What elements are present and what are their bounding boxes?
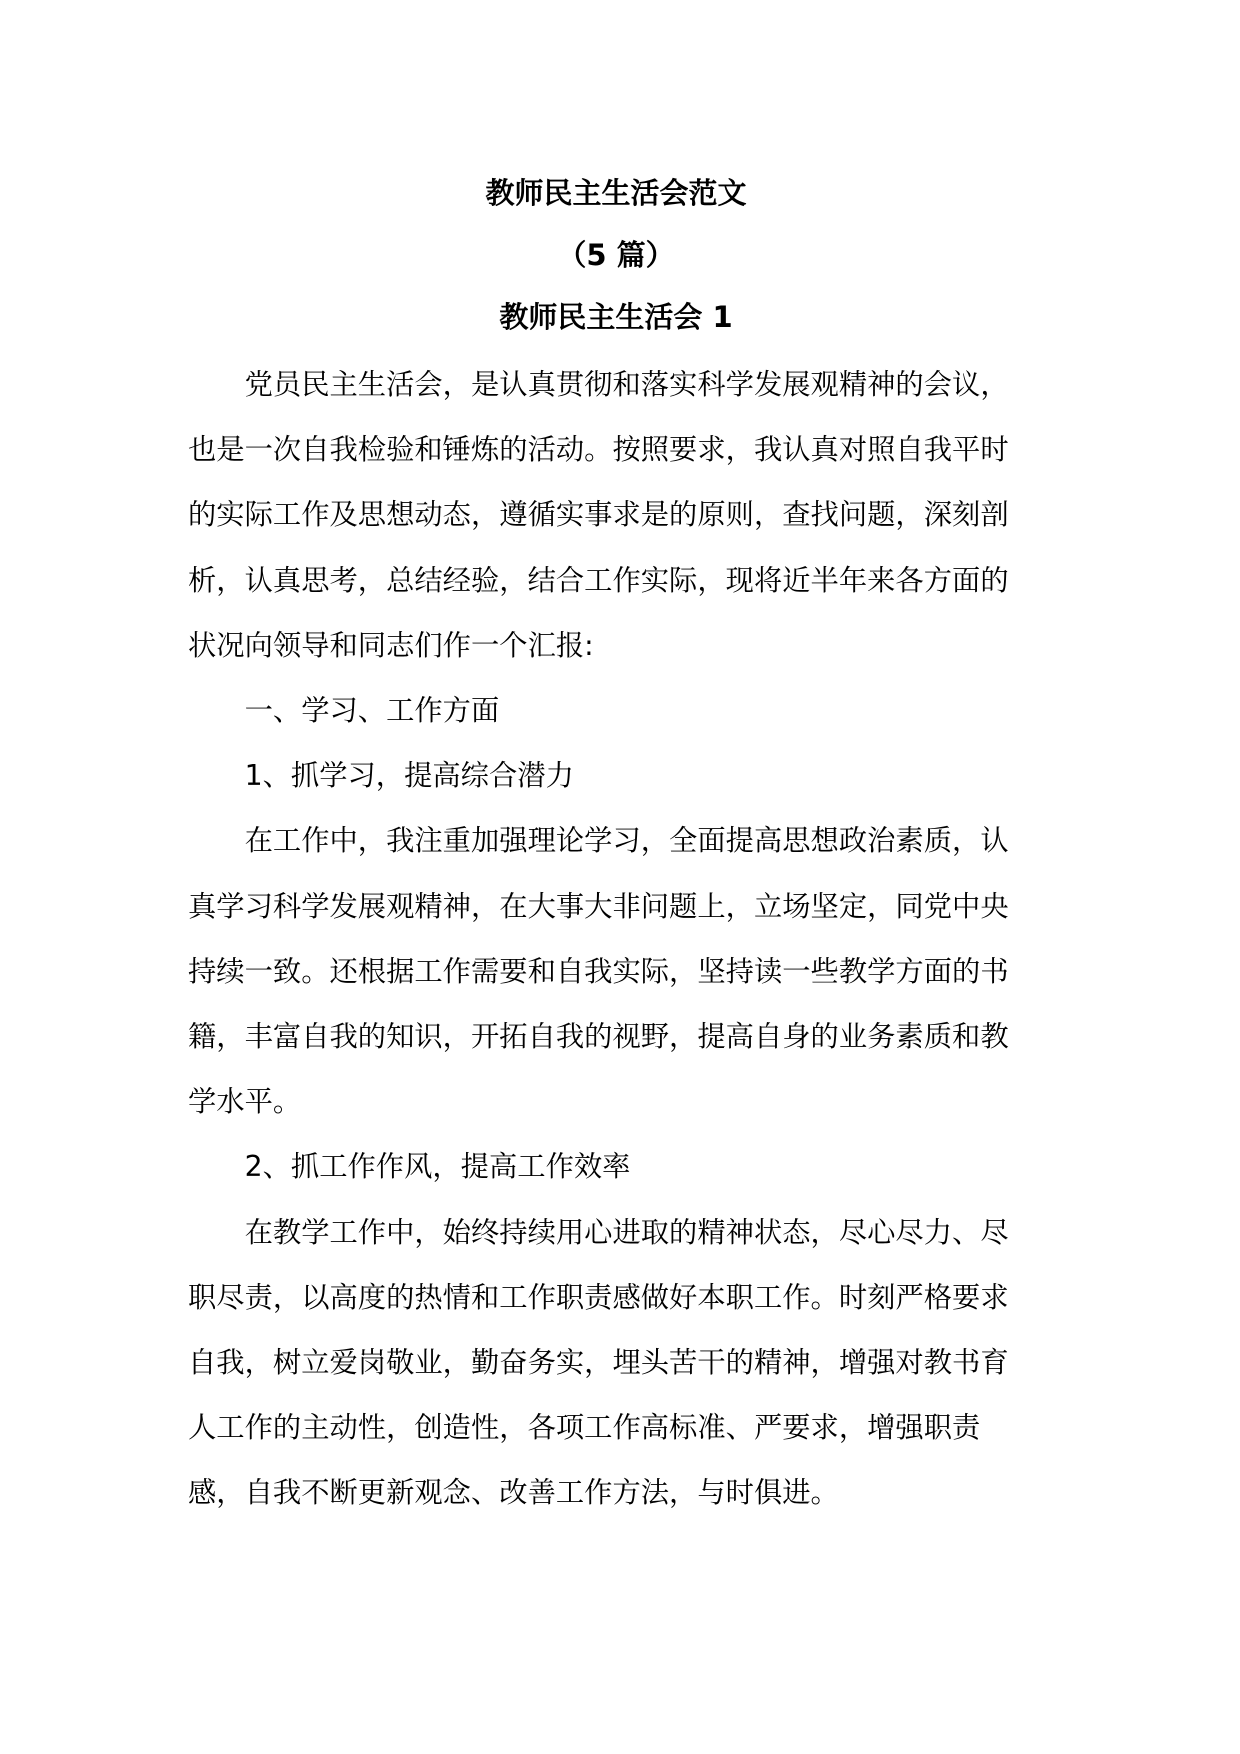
paragraph-line: 真学习科学发展观精神，在大事大非问题上，立场坚定，同党中央 bbox=[188, 889, 1009, 923]
paragraph-line: 2、抓工作作风，提高工作效率 bbox=[244, 1150, 631, 1184]
heading-learning-work bbox=[188, 678, 1044, 743]
paragraph-line: 籍，丰富自我的知识，开拓自我的视野，提高自身的业务素质和教 bbox=[188, 1020, 1009, 1054]
paragraph-line: 析，认真思考，总结经验，结合工作实际，现将近半年来各方面的 bbox=[188, 563, 1009, 597]
paragraph-line: 职尽责，以高度的热情和工作职责感做好本职工作。时刻严格要求 bbox=[188, 1280, 1009, 1314]
paragraph-line: 1、抓学习，提高综合潜力 bbox=[244, 759, 574, 793]
paragraph-line: 党员民主生活会，是认真贯彻和落实科学发展观精神的会议， bbox=[244, 368, 1009, 401]
section-title: 教师民主生活会 1 bbox=[499, 300, 733, 334]
paragraph-line: 也是一次自我检验和锤炼的活动。按照要求，我认真对照自我平时 bbox=[188, 433, 1009, 467]
paragraph-line: 学水平。 bbox=[188, 1085, 302, 1119]
paragraph-line: 在工作中，我注重加强理论学习，全面提高思想政治素质，认 bbox=[244, 824, 1009, 858]
paragraph bbox=[188, 808, 1044, 1134]
paragraph-line: 人工作的主动性，创造性，各项工作高标准、严要求，增强职责 bbox=[188, 1411, 981, 1445]
paragraph bbox=[188, 352, 1044, 678]
heading-study bbox=[188, 743, 1044, 808]
paragraph-line: 自我，树立爱岗敬业，勤奋务实，埋头苦干的精神，增强对教书育 bbox=[188, 1346, 1009, 1380]
paragraph bbox=[188, 1200, 1044, 1526]
paragraph-line: 在教学工作中，始终持续用心进取的精神状态，尽心尽力、尽 bbox=[244, 1215, 1009, 1249]
paragraph-line: 的实际工作及思想动态，遵循实事求是的原则，查找问题，深刻剖 bbox=[188, 498, 1009, 532]
document-body bbox=[188, 352, 1044, 1526]
paragraph-line: 一、学习、工作方面 bbox=[244, 694, 500, 728]
document-title: 教师民主生活会范文 bbox=[485, 176, 747, 210]
paragraph-line: 状况向领导和同志们作一个汇报: bbox=[188, 628, 594, 662]
document-page bbox=[188, 178, 1044, 1526]
paragraph-line: 持续一致。还根据工作需要和自我实际，坚持读一些教学方面的书 bbox=[188, 954, 1009, 988]
document-subtitle: （5 篇） bbox=[557, 238, 675, 272]
paragraph-line: 感，自我不断更新观念、改善工作方法，与时俱进。 bbox=[188, 1476, 839, 1510]
heading-work-style bbox=[188, 1134, 1044, 1199]
